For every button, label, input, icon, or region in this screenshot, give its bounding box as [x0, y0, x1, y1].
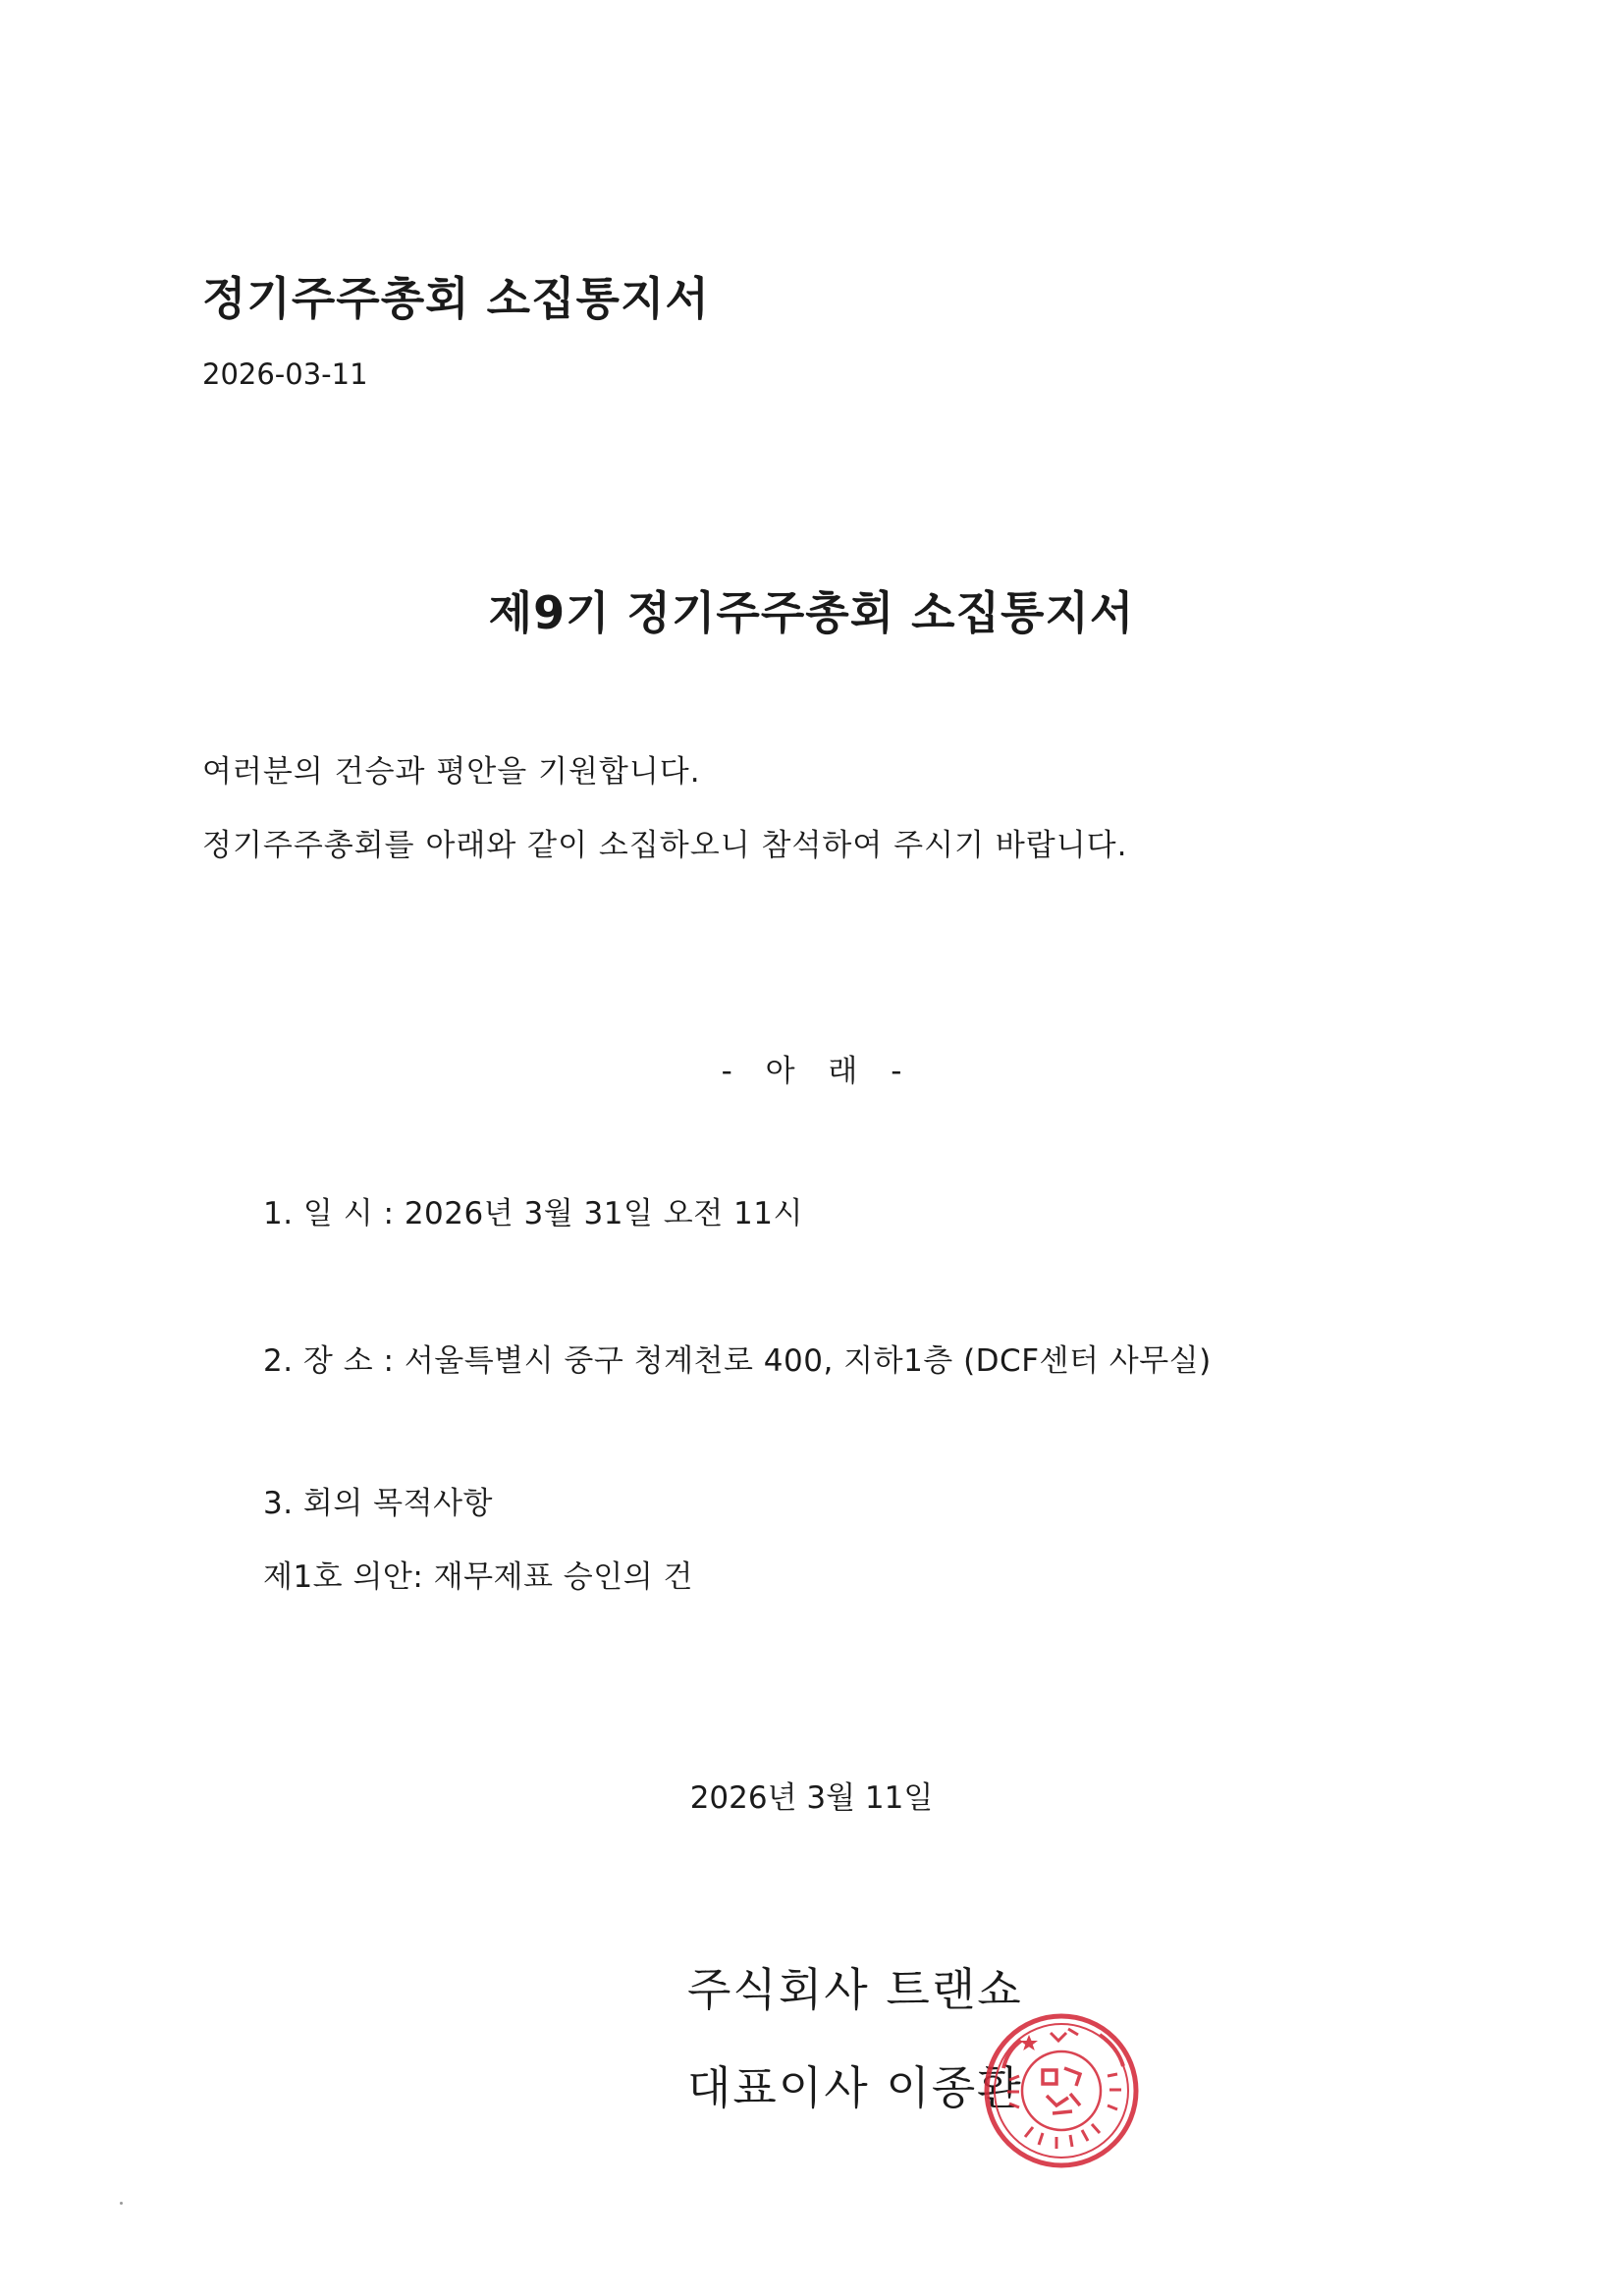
section-heading: - 아 래 - — [721, 1054, 902, 1089]
document-title: 정기주주총회 소집통지서 — [202, 272, 710, 325]
company-name: 주식회사 트랜쇼 — [687, 1963, 1023, 2016]
signature-date: 2026년 3월 11일 — [689, 1780, 934, 1816]
representative-name: 대표이사 이종환 — [687, 2061, 1023, 2114]
agenda-item-location: 2. 장 소 : 서울특별시 중구 청계천로 400, 지하1층 (DCF센터 사무실) — [263, 1343, 1212, 1379]
notice-main-title: 제9기 정기주주총회 소집통지서 — [488, 586, 1135, 639]
greeting-line-2: 정기주주총회를 아래와 같이 소집하오니 참석하여 주시기 바랍니다. — [202, 828, 1128, 863]
greeting-line-1: 여러분의 건승과 평안을 기원합니다. — [202, 754, 701, 790]
agenda-item-purpose: 3. 회의 목적사항 — [263, 1486, 493, 1521]
company-seal-stamp-icon — [982, 2011, 1141, 2170]
agenda-item-proposal-1: 제1호 의안: 재무제표 승인의 건 — [263, 1559, 693, 1595]
scan-speck — [120, 2202, 123, 2205]
document-date: 2026-03-11 — [202, 357, 368, 391]
agenda-item-datetime: 1. 일 시 : 2026년 3월 31일 오전 11시 — [263, 1196, 803, 1231]
